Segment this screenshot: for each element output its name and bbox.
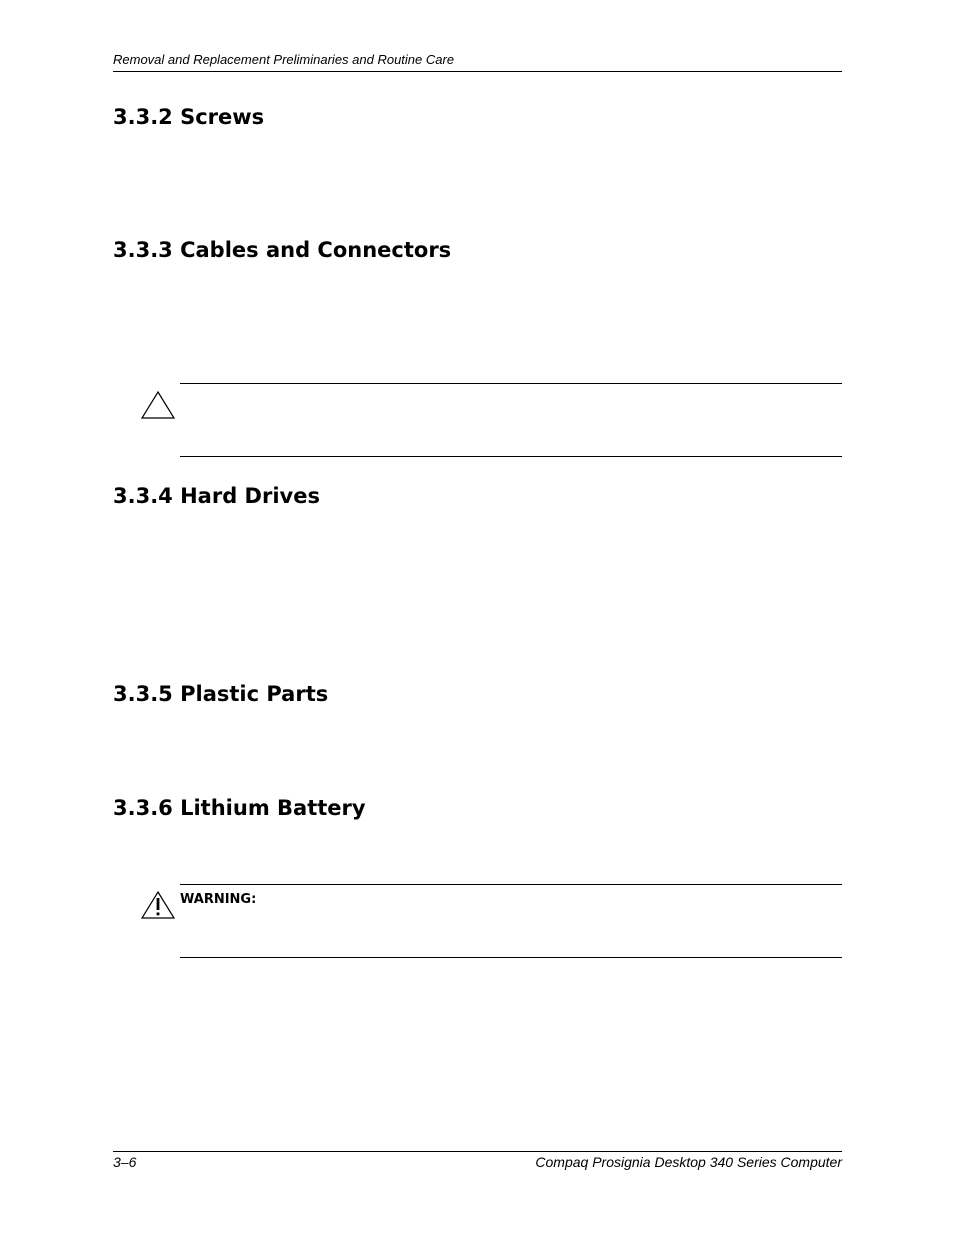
section-heading-lithium-battery: 3.3.6 Lithium Battery [113, 796, 366, 820]
warning-triangle-icon [140, 890, 176, 920]
running-header: Removal and Replacement Preliminaries and Routine Care [113, 52, 455, 67]
section-heading-screws: 3.3.2 Screws [113, 105, 265, 129]
caution-triangle-icon [140, 390, 176, 420]
section-heading-plastic-parts: 3.3.5 Plastic Parts [113, 682, 329, 706]
footer-rule [113, 1151, 842, 1152]
warning-bottom-rule [180, 957, 842, 958]
footer-document-title: Compaq Prosignia Desktop 340 Series Computer [535, 1154, 842, 1170]
warning-top-rule [180, 884, 842, 885]
caution-bottom-rule [180, 456, 842, 457]
section-heading-cables-and-connectors: 3.3.3 Cables and Connectors [113, 238, 452, 262]
section-heading-hard-drives: 3.3.4 Hard Drives [113, 484, 320, 508]
caution-top-rule [180, 383, 842, 384]
warning-label: WARNING: [180, 892, 257, 907]
page-number: 3–6 [113, 1154, 137, 1170]
header-rule [113, 71, 842, 72]
